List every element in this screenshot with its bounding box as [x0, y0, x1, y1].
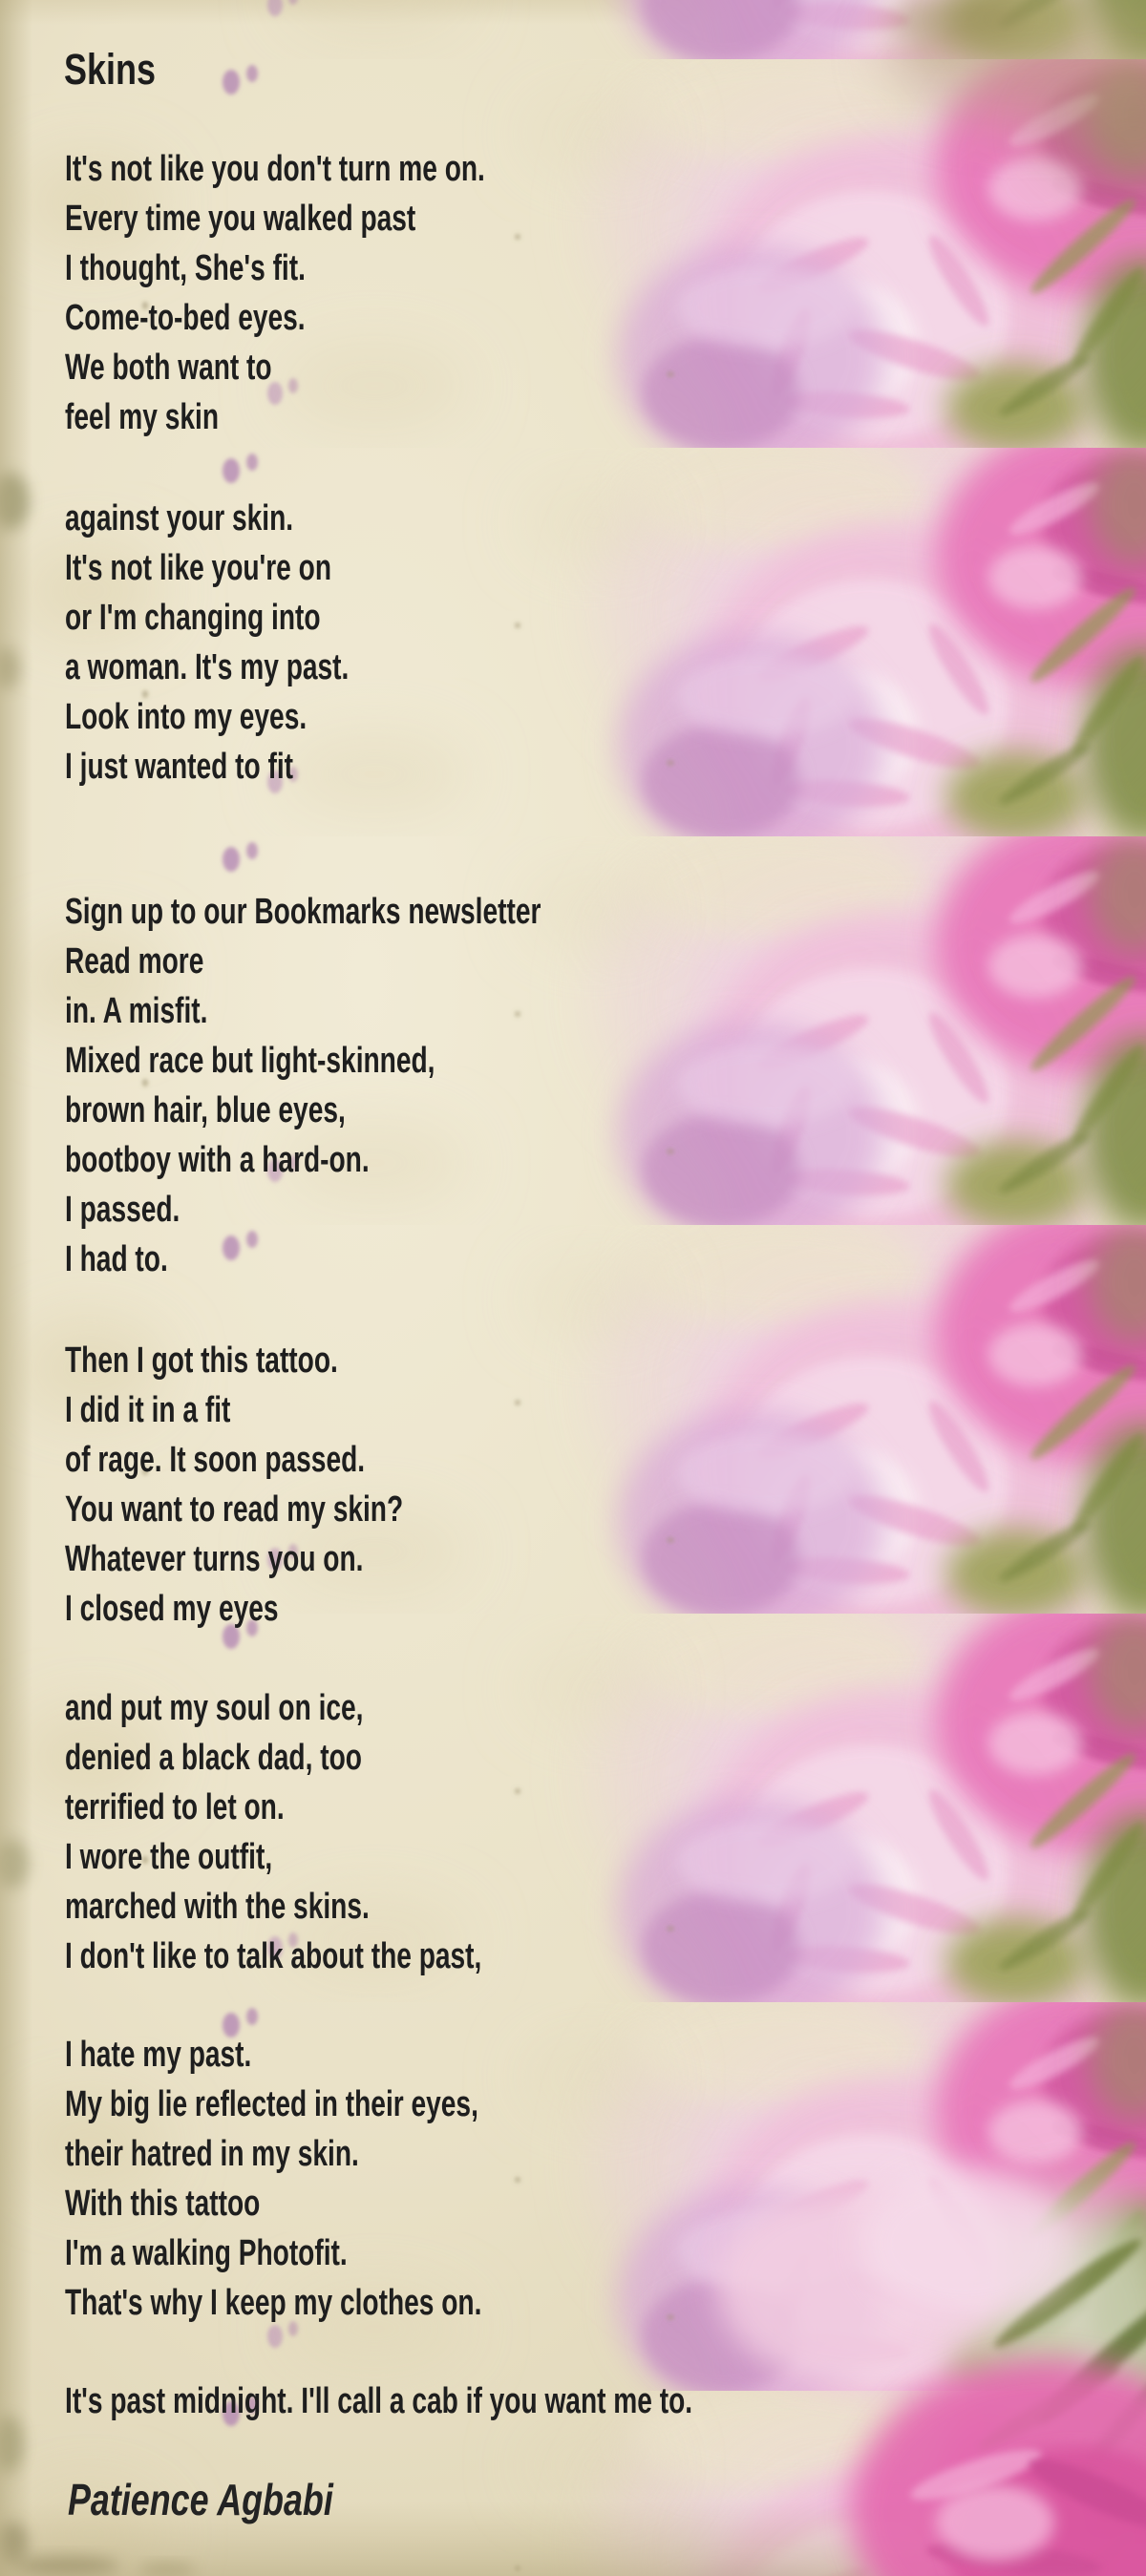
- poem-line: I passed.: [65, 1190, 180, 1230]
- stanza-3: [65, 887, 541, 1284]
- poem-line: in. A misfit.: [65, 991, 208, 1031]
- poem-line: feel my skin: [65, 397, 219, 437]
- newsletter-signup-line: Sign up to our Bookmarks newsletter: [65, 892, 541, 932]
- poem-line: I closed my eyes: [65, 1589, 279, 1629]
- poem-line: bootboy with a hard-on.: [65, 1140, 370, 1180]
- poem-line: their hatred in my skin.: [65, 2134, 359, 2174]
- stanza-6: [65, 2030, 481, 2328]
- poem-line: Mixed race but light-skinned,: [65, 1041, 435, 1081]
- poem-line: a woman. It's my past.: [65, 647, 350, 687]
- poem-line: and put my soul on ice,: [65, 1688, 364, 1728]
- poem-line: I'm a walking Photofit.: [65, 2233, 348, 2273]
- poem-line: marched with the skins.: [65, 1887, 370, 1927]
- poem-line: Come-to-bed eyes.: [65, 298, 306, 338]
- poem-line: You want to read my skin?: [65, 1489, 404, 1530]
- poem-line: of rage. It soon passed.: [65, 1440, 366, 1480]
- stanza-5: [65, 1683, 481, 1981]
- poem-line: It's not like you don't turn me on.: [65, 149, 485, 189]
- poem-line: I did it in a fit: [65, 1390, 231, 1430]
- poem-closing-line: [65, 2376, 692, 2426]
- stanza-4: [65, 1336, 403, 1634]
- stanza-1: [65, 144, 485, 442]
- poem-line: or I'm changing into: [65, 598, 321, 638]
- poem-line: Every time you walked past: [65, 199, 416, 239]
- poem-line: Look into my eyes.: [65, 697, 308, 737]
- poem-line: I wore the outfit,: [65, 1837, 273, 1877]
- poem-line: I just wanted to fit: [65, 747, 294, 787]
- poem-line: I don't like to talk about the past,: [65, 1936, 482, 1976]
- poem-line: It's not like you're on: [65, 548, 331, 588]
- poem-line: denied a black dad, too: [65, 1738, 362, 1778]
- poem-line: My big lie reflected in their eyes,: [65, 2084, 478, 2124]
- poem-line: Whatever turns you on.: [65, 1539, 364, 1579]
- poem-line: terrified to let on.: [65, 1787, 285, 1827]
- stanza-2: [65, 494, 349, 792]
- poem-line: brown hair, blue eyes,: [65, 1090, 346, 1130]
- read-more-line: Read more: [65, 941, 204, 982]
- poem-line: I hate my past.: [65, 2035, 252, 2075]
- poem-title: Skins: [64, 45, 157, 94]
- poem-line: I thought, She's fit.: [65, 248, 306, 288]
- poem-line: We both want to: [65, 348, 272, 388]
- poem-line: It's past midnight. I'll call a cab if you want me to.: [65, 2381, 693, 2421]
- poem-line: against your skin.: [65, 498, 294, 538]
- poem-line: That's why I keep my clothes on.: [65, 2283, 482, 2323]
- poem-line: I had to.: [65, 1239, 168, 1279]
- poem-line: Then I got this tattoo.: [65, 1341, 338, 1381]
- poem-line: With this tattoo: [65, 2184, 261, 2224]
- author-signature: Patience Agbabi: [68, 2475, 333, 2524]
